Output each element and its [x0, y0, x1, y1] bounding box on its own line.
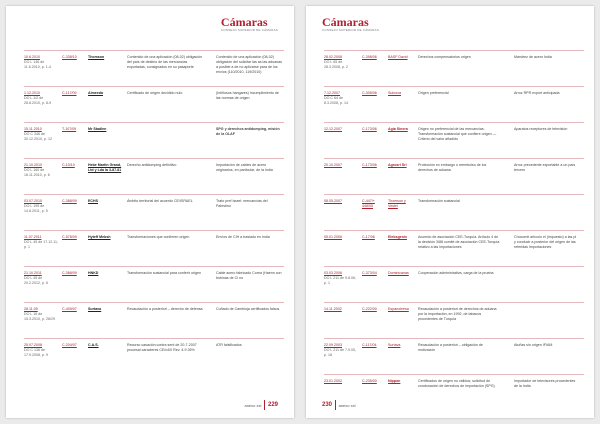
case-number-link[interactable]: C-117/09 — [62, 91, 77, 95]
case-number-link[interactable]: C-235/00 — [362, 379, 377, 383]
case-date-link[interactable]: 22.09.2003 — [324, 343, 342, 347]
case-number-link[interactable]: C-222/00 — [362, 307, 377, 311]
logo-text: Cámaras — [220, 15, 268, 29]
table-row — [24, 230, 284, 266]
case-description: Cooperación administrativa, carga de la prueba — [418, 271, 494, 275]
logo-text: Cámaras — [322, 15, 369, 29]
party-name[interactable]: ECHS — [88, 199, 98, 203]
doue-reference: DO L 211 de 9.8.06, p. 1 — [324, 275, 356, 285]
case-description: Protección ex embargo o reembolso de los derechos de aduana — [418, 163, 487, 172]
date-cell — [24, 91, 58, 106]
case-description: Recaudación a posteriori – obligación de motivación — [418, 343, 483, 352]
case-number-link[interactable]: C-373/04 — [362, 271, 377, 275]
footer-label: anexo xxi — [244, 402, 262, 408]
doue-reference: DO L 65 de 28.3.2008, p. 2 — [324, 59, 348, 69]
case-description: Recaudación a posteriori de derechos de aduana por la importación, en 1992, de tabacos procedentes de Turquía — [418, 307, 497, 321]
date-cell — [24, 235, 58, 250]
case-comment: Arroz precedente exportable a un país tercero — [514, 163, 576, 172]
case-date-link[interactable]: 21.10.2011 — [24, 271, 42, 275]
case-comment: Envíos de CIH a traslado en India — [216, 235, 270, 239]
case-comment: Trato pref Israel: mercancías del Palestino — [216, 199, 268, 208]
party-name[interactable]: Espanoleesa — [388, 307, 409, 311]
date-cell — [324, 55, 358, 70]
table-row — [324, 266, 584, 302]
case-comment: Chocomit artículo el (impuesto) a las pl y conducir a posterior del origen de las referidas importaciones — [514, 235, 577, 249]
date-cell — [324, 379, 358, 384]
case-date-link[interactable]: 21.10.2010 — [24, 163, 42, 167]
case-date-link[interactable]: 05.01.2006 — [324, 235, 342, 239]
table-row — [324, 374, 584, 410]
table-row — [324, 338, 584, 374]
case-description: Ámbito territorial del acuerdo CE/ISRAEL — [127, 199, 193, 203]
page-footer — [244, 400, 278, 410]
page-footer — [322, 400, 356, 410]
case-date-link[interactable]: 25.07.2008 — [24, 343, 42, 347]
case-date-link[interactable]: 28.02.2008 — [324, 55, 342, 59]
case-description: Acuerdo de asociación CEE-Turquía. Artículo 4 de la decisión 3/88 comité de asociación CEE-Turquía relativo a las importaciones — [418, 235, 500, 249]
doue-reference: DO L 211 de 7.9.05, p. 18 — [324, 347, 356, 357]
party-name[interactable]: HNKD — [88, 271, 99, 275]
logo-subtitle: CONSEJO SUPERIOR DE CÁMARAS — [322, 28, 380, 32]
date-cell — [24, 163, 58, 178]
case-date-link[interactable]: 10.6.2010 — [24, 55, 40, 59]
case-number-link[interactable]: C-409/07 — [62, 307, 77, 311]
left-page — [6, 6, 294, 418]
case-description: Contenido de una aplicación (08-02) obligación del país de destino de las mercancías exportadas, consignados en su pasaporte — [127, 55, 203, 69]
case-date-link[interactable]: 23.01.2002 — [324, 379, 342, 383]
date-cell — [24, 307, 58, 322]
table-row — [24, 338, 284, 374]
case-comment: Arroz RPR export anticipada — [514, 91, 560, 95]
case-comment: Cuñado de Cambioja certificados falsos — [216, 307, 280, 311]
case-number-link[interactable]: C-368/09 — [62, 271, 77, 275]
camaras-logo — [221, 16, 278, 32]
case-number-link[interactable]: C-398/06 — [362, 55, 377, 59]
case-date-link[interactable]: 15.11.2010 — [24, 127, 42, 131]
case-date-link[interactable]: 11.07.2011 — [24, 235, 42, 239]
doue-reference: DO L 45 de 17.12.11, p. 1 — [24, 239, 58, 249]
party-name[interactable]: Agia Sinera — [388, 127, 408, 131]
date-cell — [24, 127, 58, 142]
case-number-link[interactable]: C-173/06 — [362, 127, 377, 131]
table-row — [24, 194, 284, 230]
case-number-link[interactable]: C-173/06 — [362, 163, 377, 167]
case-number-link[interactable]: C-338/10 — [62, 55, 77, 59]
doue-reference: DO L 16 de 15.3.2010, p. 28/29 — [24, 311, 55, 321]
doue-reference: DO L 195 de 14.8.2011, p. 5 — [24, 203, 48, 213]
case-description: Origen no preferencial de las mercancías. Transformación sustancial que confiere origen — Criterio del valor añadido — [418, 127, 497, 141]
right-page — [306, 6, 594, 418]
case-date-link[interactable]: 7.12.2007 — [324, 91, 340, 95]
date-cell — [24, 343, 58, 358]
party-name[interactable]: Almeeda — [88, 91, 103, 95]
case-description: Derechos compensatorios origen — [418, 55, 471, 59]
doue-reference: DO C 136 de 17.9.2008, p. 9 — [24, 347, 48, 357]
case-description: Recaudación a posteriori – derecho de defensa — [127, 307, 203, 311]
footer-divider — [264, 400, 265, 410]
party-name[interactable]: Suinova — [388, 91, 401, 95]
table-row — [324, 194, 584, 230]
case-date-link[interactable]: 1.12.2010 — [24, 91, 40, 95]
date-cell — [24, 199, 58, 214]
party-name[interactable]: Thomson — [88, 55, 105, 59]
doue-reference: DO L 45 de 20.2.2012, p. 6 — [24, 275, 48, 285]
logo-subtitle: CONSEJO SUPERIOR DE CÁMARAS — [220, 28, 278, 32]
table-row — [24, 122, 284, 158]
case-description: Transformación sustancial — [418, 199, 460, 203]
footer-label: anexo xxi — [338, 402, 356, 408]
party-name[interactable]: Hebe Martin Grand, Ltd y Lda la 3-87.81 — [88, 163, 122, 172]
case-number-link[interactable]: C-578/09 — [62, 235, 77, 239]
case-description: Certificados de origen no válidos; solicitud de condonación de derechos de importación (SPG) — [418, 379, 495, 388]
doue-reference: DO L 1/2 de 28.8.2010, p. 8-9 — [24, 95, 52, 105]
doue-reference: DO C 346 de 30.12.2010, p. 12 — [24, 131, 52, 141]
camaras-logo — [322, 16, 379, 32]
case-description: Certificado de origen decidido nulo — [127, 91, 183, 95]
footer-divider — [335, 400, 336, 410]
date-cell — [324, 163, 358, 168]
case-comment: Contenido de una aplicación (08-02) obligación del solicitar las as las aduanas a posible a de no aplicarse para de los envíos (110/2010, 119/2010) — [216, 55, 282, 74]
party-name[interactable]: Hyteff Mebsh — [88, 235, 111, 239]
date-cell — [24, 55, 58, 70]
case-date-link[interactable]: 08.05.2007 — [324, 199, 342, 203]
party-name[interactable]: Surtava — [88, 307, 102, 311]
party-name[interactable]: Dominicanas — [388, 271, 409, 275]
case-description: Origen preferencial — [418, 91, 449, 95]
date-cell — [24, 271, 58, 286]
case-number-link[interactable]: C-305/06 — [362, 91, 377, 95]
party-name[interactable]: Thomson y Vestel — [388, 199, 406, 208]
table-row — [24, 158, 284, 194]
case-comment: Aparatos receptores de televisión — [514, 127, 568, 131]
date-cell — [324, 199, 358, 204]
case-date-link[interactable]: 14.11.2002 — [324, 307, 342, 311]
case-comment: Cable acero fabricado Corea (Haenn con bobinas de CI no — [216, 271, 282, 280]
case-date-link[interactable]: 03.07.2010 — [24, 199, 42, 203]
date-cell — [324, 343, 358, 358]
case-number-link[interactable]: T-107/09 — [62, 127, 77, 131]
table-row — [24, 86, 284, 122]
party-name[interactable]: Nippon — [388, 379, 401, 383]
table-row — [324, 122, 584, 158]
party-name[interactable]: Elebsgenix — [388, 235, 407, 239]
case-description: Derecho antidumping definitivo — [127, 163, 177, 167]
date-cell — [324, 271, 358, 286]
doue-reference: DO L 146 de 11.6.2010, p. 1-4 — [24, 59, 51, 69]
page-number: 229 — [267, 402, 278, 408]
case-comment: ATR falsificados — [216, 343, 242, 347]
case-number-link[interactable]: C-447/+ 448/05 — [362, 199, 375, 208]
case-comment: Mandrez de acero India — [514, 55, 552, 59]
page-number: 230 — [322, 402, 333, 408]
table-row — [24, 50, 284, 86]
case-comment: Importador de televisores procedentes de la India — [514, 379, 576, 388]
case-comment: Importación de cables de acero originarios, en particular, de la India — [216, 163, 273, 172]
table-row — [324, 50, 584, 86]
table-row — [324, 86, 584, 122]
case-table — [324, 50, 584, 410]
doue-reference: DO C 64 de 8.3.2008, p. 14 — [324, 95, 348, 105]
case-comment: (Intiñosos hangares) Incumplimiento de las normas de origen — [216, 91, 279, 100]
table-row — [24, 302, 284, 338]
doue-reference: DO L 160 de 16.11.2010, p. 6 — [24, 167, 50, 177]
party-name[interactable]: Agrosrl Srl — [388, 163, 407, 167]
case-date-link[interactable]: 12.12.2007 — [324, 127, 342, 131]
party-name[interactable]: Mr Stadlen — [88, 127, 107, 131]
date-cell — [324, 91, 358, 106]
date-cell — [324, 127, 358, 132]
case-description: Transformación sustancial para conferir origen — [127, 271, 201, 275]
date-cell — [324, 235, 358, 240]
case-date-link[interactable]: 28.11.09 — [24, 307, 38, 311]
party-name[interactable]: BASF David — [388, 55, 408, 59]
case-number-link[interactable]: C-204/07 — [62, 343, 77, 347]
case-number-link[interactable]: C-388/09 — [62, 199, 77, 203]
case-description: Recurso casación contra sent de 20-7-2007 procesal caracteres CE/c4/0 Rev. 4-9 26% — [127, 343, 197, 352]
case-date-link[interactable]: 03.03.2006 — [324, 271, 342, 275]
table-row — [324, 158, 584, 194]
case-comment: Atuñas sin origen IFIAM — [514, 343, 553, 347]
case-description: Transformaciones que confieren origen — [127, 235, 190, 239]
case-number-link[interactable]: C-17/06 — [362, 235, 375, 239]
table-row — [324, 302, 584, 338]
case-number-link[interactable]: C-10/10 — [62, 163, 75, 167]
case-table — [24, 50, 284, 374]
case-comment: SPG y derechos antidumping, misión de la OLAF — [216, 127, 280, 136]
case-number-link[interactable]: C-117/04 — [362, 343, 377, 347]
party-name[interactable]: C.A.S. — [88, 343, 99, 347]
table-row — [24, 266, 284, 302]
party-name[interactable]: Surtava — [388, 343, 401, 347]
case-date-link[interactable]: 20.10.2007 — [324, 163, 342, 167]
date-cell — [324, 307, 358, 312]
table-row — [324, 230, 584, 266]
